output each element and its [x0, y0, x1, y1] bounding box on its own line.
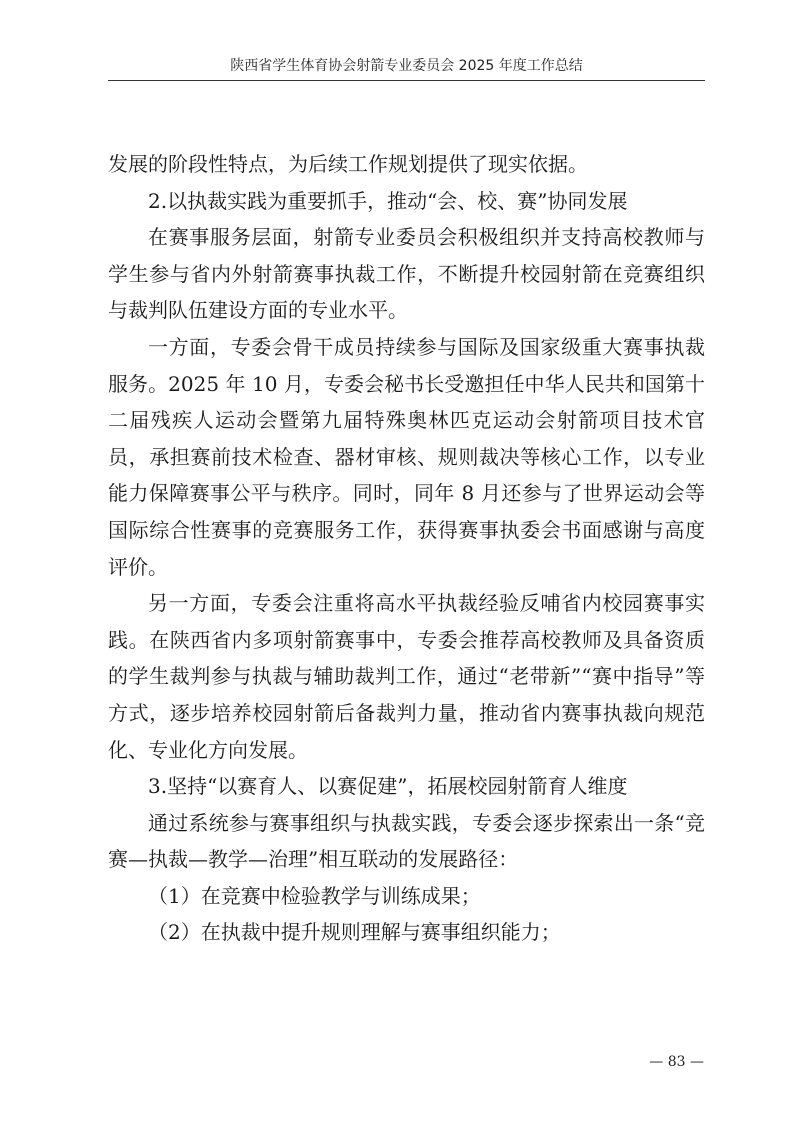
running-header: 陕西省学生体育协会射箭专业委员会 2025 年度工作总结 — [230, 58, 583, 74]
paragraph: 通过系统参与赛事组织与执裁实践，专委会逐步探索出一条“竞赛—执裁—教学—治理”相互联动的发展路径： — [108, 810, 705, 872]
page-number: — 83 — — [649, 1054, 704, 1070]
document-body — [108, 146, 705, 951]
header-divider — [108, 80, 705, 81]
paragraph: 在赛事服务层面，射箭专业委员会积极组织并支持高校教师与学生参与省内外射箭赛事执裁工作，不断提升校园射箭在竞赛组织与裁判队伍建设方面的专业水平。 — [108, 225, 705, 323]
section-heading-3: 3.坚持“以赛育人、以赛促建”，拓展校园射箭育人维度 — [148, 774, 628, 799]
list-item: （2）在执裁中提升规则理解与赛事组织能力； — [148, 920, 561, 945]
section-heading-2: 2.以执裁实践为重要抓手，推动“会、校、赛”协同发展 — [148, 188, 628, 213]
list-item: （1）在竞赛中检验教学与训练成果； — [148, 883, 481, 908]
paragraph: 一方面，专委会骨干成员持续参与国际及国家级重大赛事执裁服务。2025 年 10 月，专委会秘书长受邀担任中华人民共和国第十二届残疾人运动会暨第九届特殊奥林匹克运动会射箭项目技术官员，承担赛前技术检查、器材审核、规则裁决等核心工作，以专业能力保障赛事公平与秩序。同时，同年 8 月还参与了世界运动会等国际综合性赛事的竞赛服务工作，获得赛事执委会书面感谢与高度评价。 — [108, 334, 705, 579]
paragraph-continuation: 发展的阶段性特点，为后续工作规划提供了现实依据。 — [108, 152, 588, 176]
paragraph: 另一方面，专委会注重将高水平执裁经验反哺省内校园赛事实践。在陕西省内多项射箭赛事中，专委会推荐高校教师及具备资质的学生裁判参与执裁与辅助裁判工作，通过“老带新”“赛中指导”等方式，逐步培养校园射箭后备裁判力量，推动省内赛事执裁向规范化、专业化方向发展。 — [108, 591, 705, 762]
